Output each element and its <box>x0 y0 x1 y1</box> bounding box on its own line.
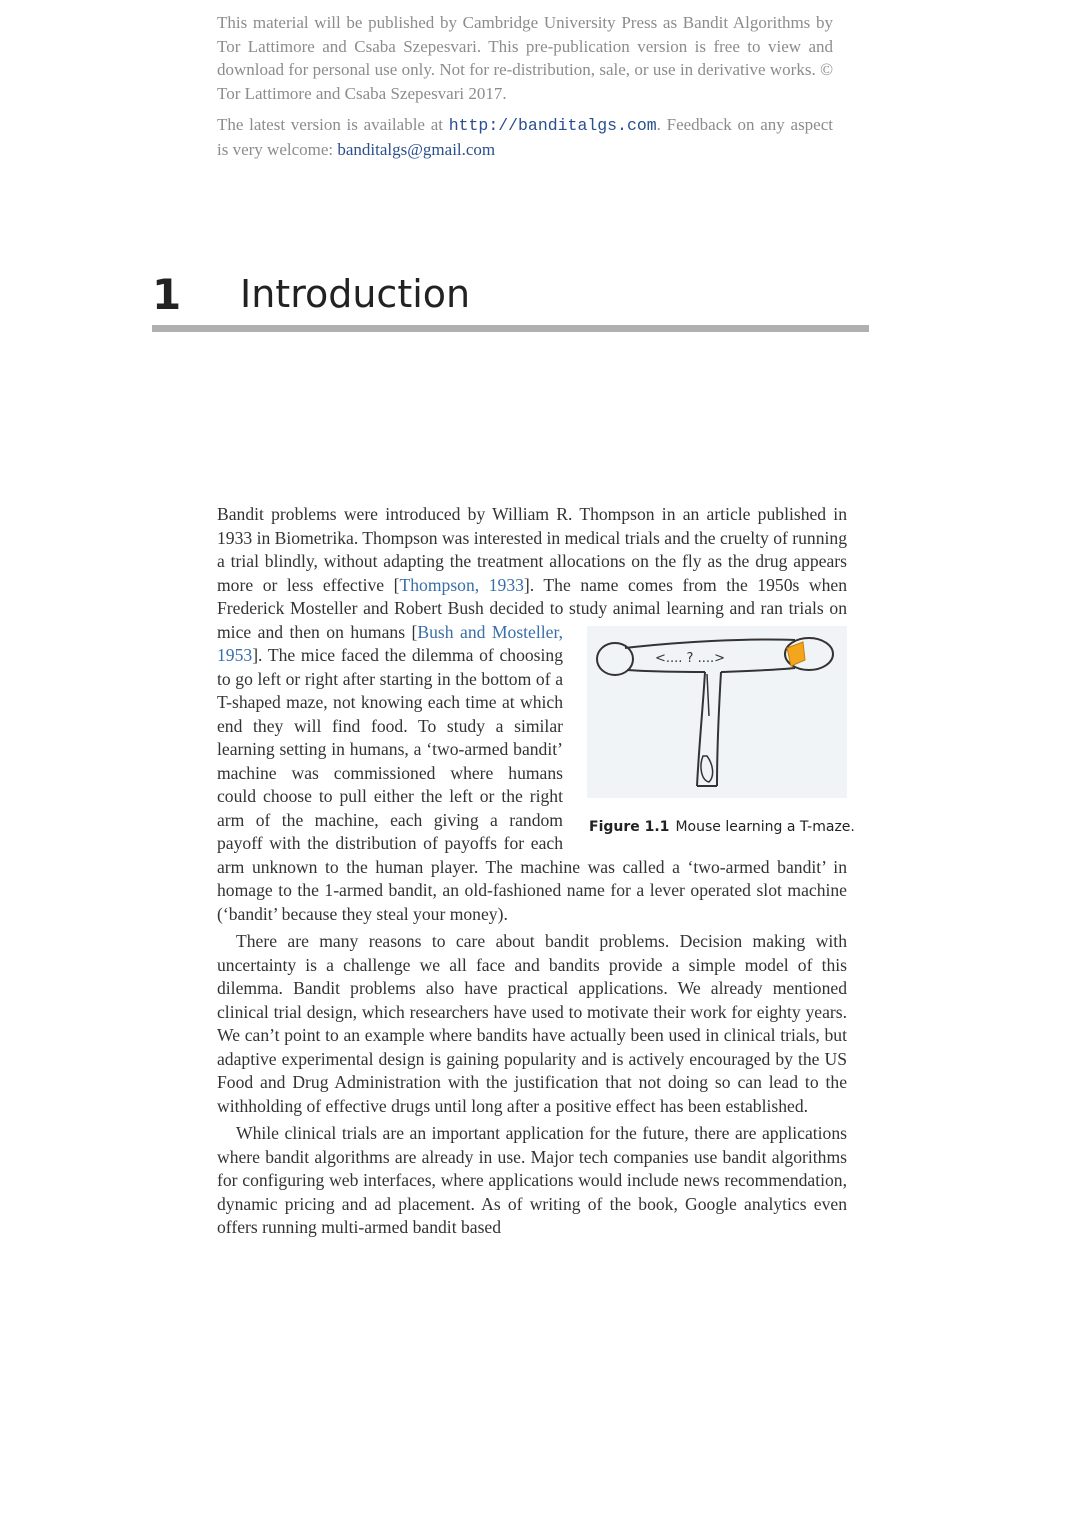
sketch-label: <.... ? ....> <box>655 650 726 666</box>
notice-text: . Feedback on any aspect is very welcome: <box>217 115 833 159</box>
notice-feedback-paragraph <box>217 113 833 161</box>
chapter-rule <box>152 325 869 332</box>
body-text: ]. The name comes from the 1950s when Frederick Mosteller and Robert Bush decided to study animal learning and ran trials on mice and then on humans [ <box>217 574 848 642</box>
chapter-body <box>217 503 855 1244</box>
mouse-t-maze-sketch <box>587 626 847 798</box>
website-link[interactable]: http://banditalgs.com <box>448 116 657 135</box>
citation-link[interactable]: Bush and Mosteller, 1953 <box>217 621 563 665</box>
chapter-number: 1 <box>152 270 182 319</box>
body-paragraph: There are many reasons to care about bandit problems. Decision making with uncertainty is a challenge we all face and bandits provide a simple model of this dilemma. Bandit problems also have practical applications. We already mentioned clinical trial design, which researchers have used to motivate their work for eighty years. We can’t point to an example where bandits have actually been used in clinical trials, but adaptive experimental design is gaining popularity and is actively encouraged by the US Food and Drug Administration with the justification that not doing so can lead to the withholding of effective drugs until long after a positive effect has been established. <box>217 931 847 1116</box>
body-paragraph <box>217 503 855 926</box>
notice-paragraph: This material will be published by Cambridge University Press as Bandit Algorithms by Tor Lattimore and Csaba Szepesvari. This pre-publication version is free to view and download for personal use only. Not for re-distribution, sale, or use in derivative works. © Tor Lattimore and Csaba Szepesvari 2017. <box>217 13 833 103</box>
figure-caption-text: Mouse learning a T-maze. <box>675 818 855 835</box>
figure-t-maze <box>577 626 855 840</box>
chapter-title: Introduction <box>240 272 471 316</box>
body-text: Bandit problems were introduced by William R. Thompson in an article published in 1933 in Biometrika. Thompson was interested in medical trials and the cruelty of running a trial blindly, without adapting the treatment allocations on the fly as the drug appears more or less effective [ <box>217 504 847 595</box>
citation-link[interactable]: Thompson, 1933 <box>399 574 524 595</box>
body-paragraph: While clinical trials are an important application for the future, there are applications where bandit algorithms are already in use. Major tech companies use bandit algorithms for configuring web interfaces, where applications would include news recommendation, dynamic pricing and ad placement. As of writing of the book, Google analytics even offers running multi-armed bandit based <box>217 1123 847 1237</box>
figure-caption <box>589 816 855 840</box>
notice-text: The latest version is available at <box>217 115 449 134</box>
copyright-notice <box>217 11 833 169</box>
email-link[interactable]: banditalgs@gmail.com <box>337 139 496 159</box>
body-text: ]. The mice faced the dilemma of choosing to go left or right after starting in the bottom of a T-shaped maze, not knowing each time at which end they will find food. To study a similar learning setting in humans, a ‘two-armed bandit’ machine was commissioned where humans could choose to pull either the left or the right arm of the machine, each giving a random payoff with the distribution of payoffs for each arm unknown to the human player. The machine was called a ‘two-armed bandit’ in homage to the 1-armed bandit, an old-fashioned name for a lever operated slot machine (‘bandit’ because they steal your money). <box>217 645 847 924</box>
figure-label: Figure 1.1 <box>589 818 670 835</box>
